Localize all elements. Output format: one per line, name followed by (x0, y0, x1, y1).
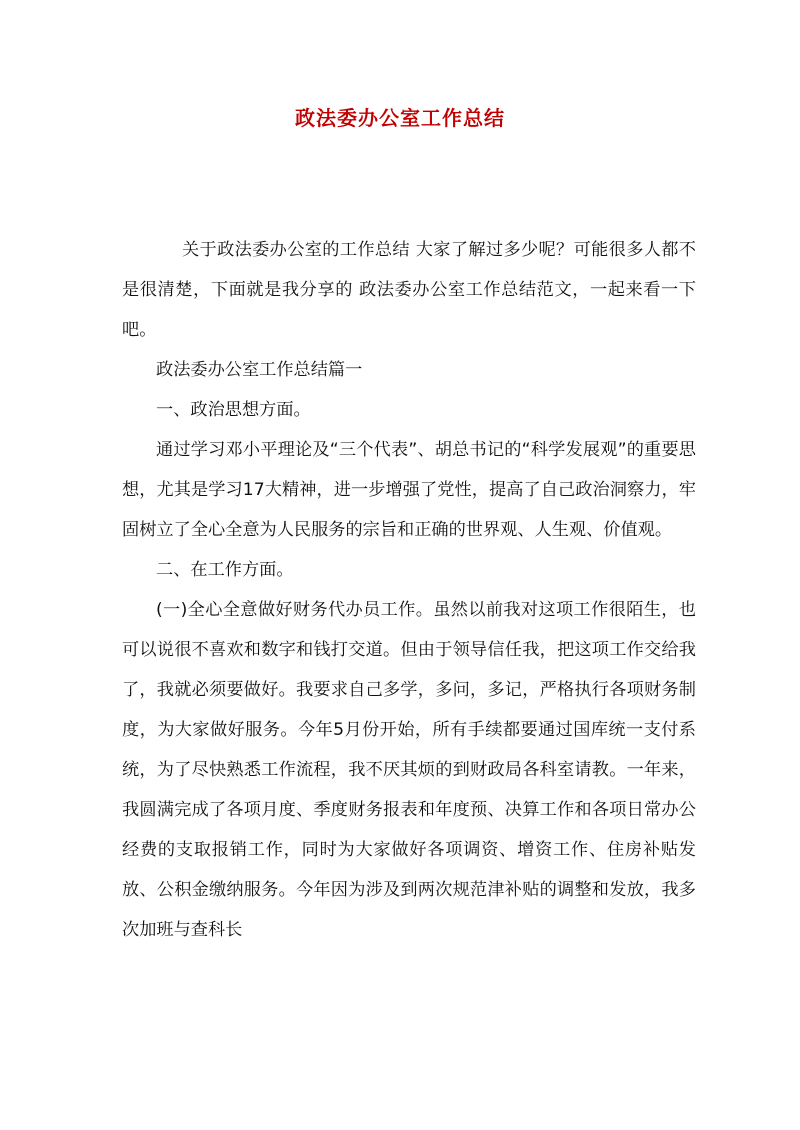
intro-paragraph: 关于政法委办公室的工作总结 大家了解过多少呢？可能很多人都不是很清楚，下面就是我分享的 政法委办公室工作总结范文，一起来看一下吧。 (122, 240, 696, 340)
paragraph-politics: 通过学习邓小平理论及“三个代表”、胡总书记的“科学发展观”的重要思想，尤其是学习17大精神，进一步增强了党性，提高了自己政治洞察力，牢固树立了全心全意为人民服务的宗旨和正确的世界观、人生观、价值观。 (122, 440, 696, 540)
subheading-work: 二、在工作方面。 (156, 560, 294, 580)
document-title: 政法委办公室工作总结 (295, 106, 505, 130)
document-body (122, 230, 696, 950)
paragraph-finance: (一)全心全意做好财务代办员工作。虽然以前我对这项工作很陌生，也可以说很不喜欢和数字和钱打交道。但由于领导信任我，把这项工作交给我了，我就必须要做好。我要求自己多学，多问，多记，严格执行各项财务制度，为大家做好服务。今年5月份开始，所有手续都要通过国库统一支付系统，为了尽快熟悉工作流程，我不厌其烦的到财政局各科室请教。一年来，我圆满完成了各项月度、季度财务报表和年度预、决算工作和各项日常办公经费的支取报销工作，同时为大家做好各项调资、增资工作、住房补贴发放、公积金缴纳服务。今年因为涉及到两次规范津补贴的调整和发放，我多次加班与查科长 (122, 600, 696, 940)
subheading-politics: 一、政治思想方面。 (156, 400, 311, 420)
section-heading: 政法委办公室工作总结篇一 (156, 360, 363, 380)
